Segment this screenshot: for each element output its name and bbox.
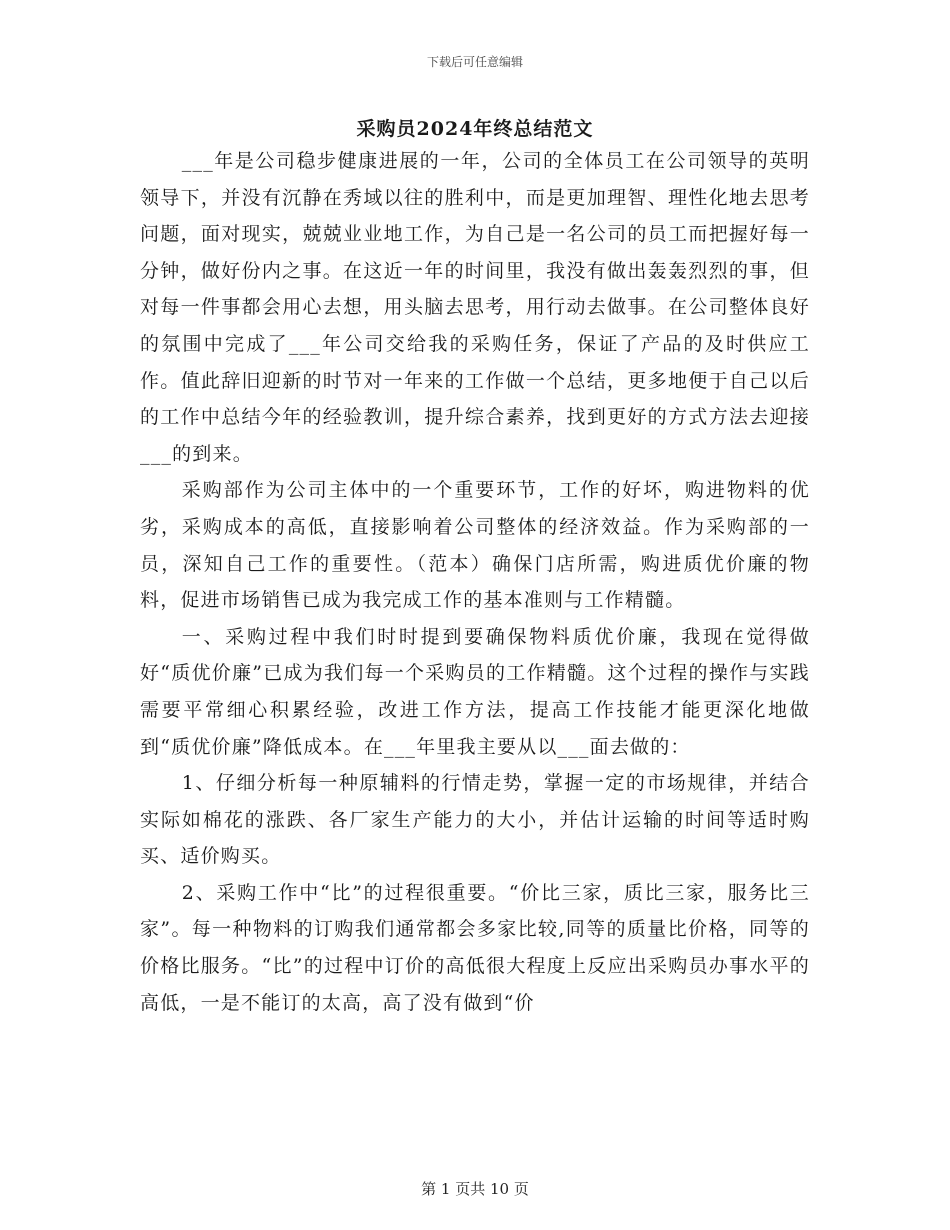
header-note: 下载后可任意编辑 [426, 55, 523, 69]
paragraph: 采购部作为公司主体中的一个重要环节，工作的好坏，购进物料的优劣，采购成本的高低，直接影响着公司整体的经济效益。作为采购部的一员，深知自己工作的重要性。（范本）确保门店所需，购进质优价廉的物料，促进市场销售已成为我完成工作的基本准则与工作精髓。 [140, 479, 810, 612]
paragraph: 1、仔细分析每一种原辅料的行情走势，掌握一定的市场规律，并结合实际如棉花的涨跌、各厂家生产能力的大小，并估计运输的时间等适时购买、适价购买。 [140, 772, 810, 868]
paragraph: 一、采购过程中我们时时提到要确保物料质优价廉，我现在觉得做好“质优价廉”已成为我们每一个采购员的工作精髓。这个过程的操作与实践需要平常细心积累经验，改进工作方法，提高工作技能才能更深化地做到“质优价廉”降低成本。在___年里我主要从以___面去做的： [140, 625, 810, 758]
paragraph: 2、采购工作中“比”的过程很重要。“价比三家，质比三家，服务比三家”。每一种物料的订购我们通常都会多家比较,同等的质量比价格，同等的价格比服务。“比”的过程中订价的高低很大程度上反应出采购员办事水平的高低，一是不能订的太高，高了没有做到“价 [140, 881, 810, 1014]
page-number: 第 1 页共 10 页 [421, 1180, 529, 1198]
paragraph: ___年是公司稳步健康进展的一年，公司的全体员工在公司领导的英明领导下，并没有沉静在秀域以往的胜利中，而是更加理智、理性化地去思考问题，面对现实，兢兢业业地工作，为自己是一名公司的员工而把握好每一分钟，做好份内之事。在这近一年的时间里，我没有做出轰轰烈烈的事，但对每一件事都会用心去想，用头脑去思考，用行动去做事。在公司整体良好的氛围中完成了___年公司交给我的采购任务，保证了产品的及时供应工作。值此辞旧迎新的时节对一年来的工作做一个总结，更多地便于自己以后的工作中总结今年的经验教训，提升综合素养，找到更好的方式方法去迎接___的到来。 [140, 150, 810, 465]
document-body [140, 143, 810, 1021]
document-title: 采购员2024年终总结范文 [356, 118, 594, 140]
